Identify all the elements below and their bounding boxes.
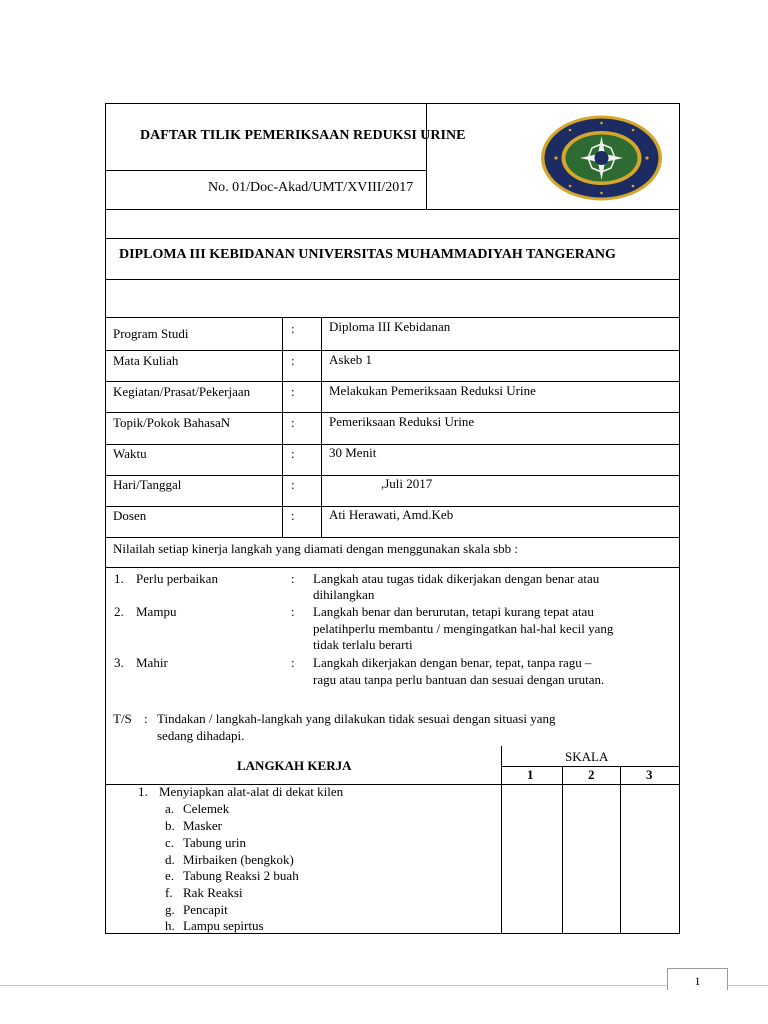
scale-sep: : <box>291 655 295 670</box>
step-item-letter: d. <box>165 852 175 867</box>
scale-label-expert: Mahir <box>136 655 168 670</box>
scale-label-capable: Mampu <box>136 604 177 619</box>
step-text: Menyiapkan alat-alat di dekat kilen <box>159 784 344 799</box>
step-item: Tabung urin <box>183 835 246 850</box>
scale-desc-line: Langkah benar dan berurutan, tetapi kurang tepat atau <box>313 604 594 619</box>
info-sep: : <box>291 446 295 461</box>
info-label-date: Hari/Tanggal <box>113 477 182 492</box>
institution-name: DIPLOMA III KEBIDANAN UNIVERSITAS MUHAMMADIYAH TANGERANG <box>119 247 616 262</box>
ts-desc-line: Tindakan / langkah-langkah yang dilakukan tidak sesuai dengan situasi yang <box>157 711 556 726</box>
step-item: Rak Reaksi <box>183 885 243 900</box>
scale-desc-line: ragu atau tanpa perlu bantuan dan sesuai dengan urutan. <box>313 672 605 687</box>
info-value-course: Askeb 1 <box>329 352 372 367</box>
scale-col-3: 3 <box>646 767 653 782</box>
footer-rule <box>0 985 768 986</box>
info-value-program: Diploma III Kebidanan <box>329 319 451 334</box>
step-item-letter: c. <box>165 835 175 850</box>
step-item: Mirbaiken (bengkok) <box>183 852 294 867</box>
page-number-box <box>667 968 728 990</box>
step-number: 1. <box>138 784 148 799</box>
info-value-topic: Pemeriksaan Reduksi Urine <box>329 414 475 429</box>
info-label-course: Mata Kuliah <box>113 353 179 368</box>
scale-label-poor: Perlu perbaikan <box>136 571 218 586</box>
info-sep: : <box>291 353 295 368</box>
info-label-lecturer: Dosen <box>113 508 147 523</box>
steps-header: LANGKAH KERJA <box>237 758 352 773</box>
scale-num: 1. <box>114 571 124 586</box>
info-sep: : <box>291 477 295 492</box>
scale-num: 2. <box>114 604 124 619</box>
document-number: No. 01/Doc-Akad/UMT/XVIII/2017 <box>208 180 414 195</box>
scale-sep: : <box>291 604 295 619</box>
checklist-document <box>105 103 680 934</box>
step-item: Pencapit <box>183 902 228 917</box>
step-item-letter: g. <box>165 902 175 917</box>
scale-header: SKALA <box>565 749 609 764</box>
info-sep: : <box>291 321 295 336</box>
info-sep: : <box>291 415 295 430</box>
info-label-activity: Kegiatan/Prasat/Pekerjaan <box>113 384 251 399</box>
university-logo <box>540 114 663 202</box>
scale-num: 3. <box>114 655 124 670</box>
info-value-date: ,Juli 2017 <box>381 476 433 491</box>
info-sep: : <box>291 384 295 399</box>
info-value-activity: Melakukan Pemeriksaan Reduksi Urine <box>329 383 536 398</box>
step-item-letter: a. <box>165 801 175 816</box>
info-value-lecturer: Ati Herawati, Amd.Keb <box>329 507 454 522</box>
step-item: Masker <box>183 818 222 833</box>
step-item: Tabung Reaksi 2 buah <box>183 868 299 883</box>
info-label-program: Program Studi <box>113 326 189 341</box>
step-item-letter: b. <box>165 818 175 833</box>
scale-desc-line: tidak terlalu berarti <box>313 637 413 652</box>
ts-desc-line: sedang dihadapi. <box>157 728 245 743</box>
scale-col-1: 1 <box>527 767 534 782</box>
info-label-time: Waktu <box>113 446 147 461</box>
rating-instruction: Nilailah setiap kinerja langkah yang diamati dengan menggunakan skala sbb : <box>113 541 519 556</box>
document-title: DAFTAR TILIK PEMERIKSAAN REDUKSI URINE <box>140 128 466 143</box>
step-item-letter: f. <box>165 885 173 900</box>
step-item-letter: e. <box>165 868 175 883</box>
step-item: Celemek <box>183 801 230 816</box>
scale-sep: : <box>291 571 295 586</box>
scale-desc-line: Langkah dikerjakan dengan benar, tepat, tanpa ragu – <box>313 655 592 670</box>
info-label-topic: Topik/Pokok BahasaN <box>113 415 231 430</box>
ts-label: T/S <box>113 711 132 726</box>
step-item-letter: h. <box>165 918 175 933</box>
scale-desc-line: dihilangkan <box>313 587 375 602</box>
scale-desc-line: pelatihperlu membantu / mengingatkan hal-hal kecil yang <box>313 621 614 636</box>
info-value-time: 30 Menit <box>329 445 377 460</box>
scale-col-2: 2 <box>588 767 595 782</box>
page-number: 1 <box>694 974 701 988</box>
scale-desc-line: Langkah atau tugas tidak dikerjakan dengan benar atau <box>313 571 600 586</box>
step-item: Lampu sepirtus <box>183 918 264 933</box>
ts-sep: : <box>144 711 148 726</box>
info-sep: : <box>291 508 295 523</box>
